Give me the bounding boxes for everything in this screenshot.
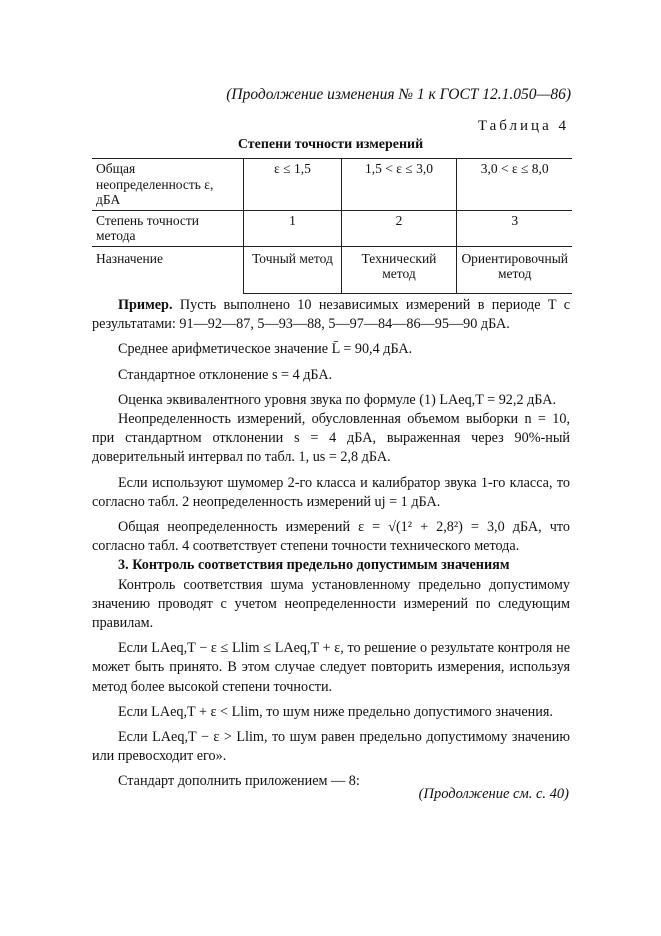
table-row [92,210,572,246]
table-cell: 1,5 < ε ≤ 3,0 [341,159,457,211]
body-text [92,290,570,792]
table-cell: ε ≤ 1,5 [244,159,341,211]
paragraph: Контроль соответствия шума установленному предельно допустимому значению проводят с учетом неопределенности измерений по следующим правилам. [92,576,570,632]
section-heading-text: 3. Контроль соответствия предельно допустимым значениям [118,557,510,574]
page-header: (Продолжение изменения № 1 к ГОСТ 12.1.050—86) [226,86,571,103]
accuracy-table [92,158,572,294]
table-cell: 3 [457,210,572,246]
paragraph: Если LAeq,T − ε ≤ Llim ≤ LAeq,T + ε, то решение о результате контроля не может быть принято. В этом случае следует повторить измерения, используя метод более высокой степени точности. [92,640,570,695]
table-cell: Технический метод [341,246,457,293]
paragraph: Неопределенность измерений, обусловленная объемом выборки n = 10, при стандартном отклонении s = 4 дБА, выраженная через 90%-ный доверительный интервал по табл. 1, us = 2,8 дБА. [92,411,570,466]
table-cell: Общая неопределенность ε, дБА [92,159,244,211]
table-label: Таблица 4 [477,118,569,134]
paragraph-text: Пусть выполнено 10 независимых измерений в периоде T с результатами: 91—92—87, 5—93—88, 5—97—84—86—95—90 дБА. [92,297,570,333]
section-heading [92,556,570,575]
table-cell: 2 [341,210,457,246]
paragraph [92,296,570,334]
table-row [92,159,572,211]
example-heading: Пример. [118,297,173,313]
table-cell: Точный метод [244,246,341,293]
paragraph: Среднее арифметическое значение L̄ = 90,4 дБА. [118,341,413,358]
paragraph: Если используют шумомер 2-го класса и калибратор звука 1-го класса, то согласно табл. 2 неопределенность измерений uj = 1 дБА. [92,474,570,510]
page-footer: (Продолжение см. с. 40) [418,786,569,802]
table-cell: 1 [244,210,341,246]
paragraph: Если LAeq,T + ε < Llim, то шум ниже предельно допустимого значения. [118,703,553,720]
table-cell: Назначение [92,246,244,293]
paragraph: Если LAeq,T − ε > Llim, то шум равен предельно допустимому значению или превосходит его». [92,729,570,765]
paragraph: Общая неопределенность измерений ε = √(1² + 2,8²) = 3,0 дБА, что согласно табл. 4 соответствует степени точности технического метода. [92,519,570,555]
table-cell: Ориентировочный метод [457,246,572,293]
paragraph: Стандартное отклонение s = 4 дБА. [118,366,333,383]
table-cell: 3,0 < ε ≤ 8,0 [457,159,572,211]
table-title: Степени точности измерений [237,137,424,152]
paragraph: Стандарт дополнить приложением — 8: [118,773,360,790]
table-cell: Степень точности метода [92,210,244,246]
paragraph: Оценка эквивалентного уровня звука по формуле (1) LAeq,T = 92,2 дБА. [118,391,557,408]
table-row [92,246,572,293]
